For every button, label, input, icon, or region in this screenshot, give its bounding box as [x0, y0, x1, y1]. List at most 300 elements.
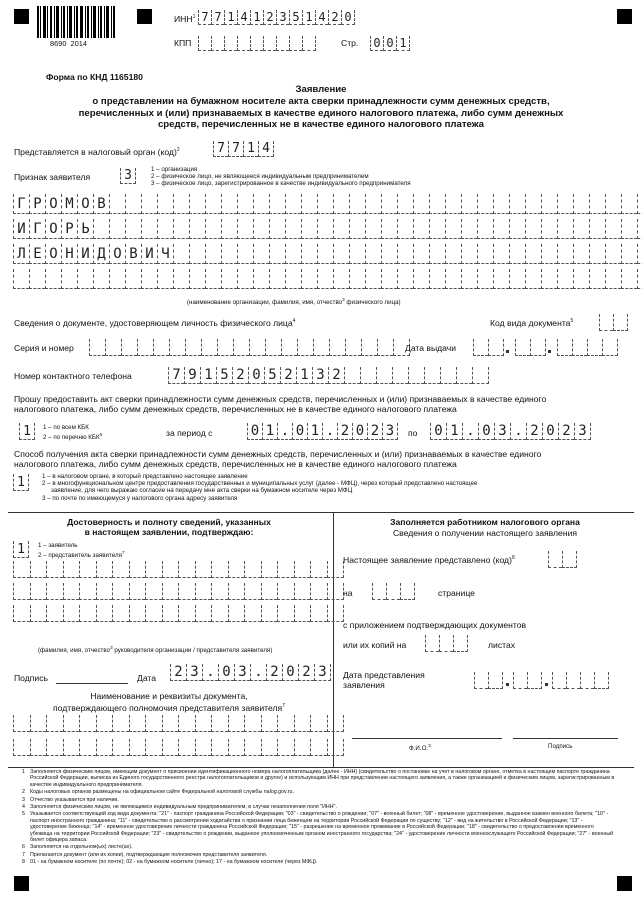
char-cell: 3: [312, 367, 328, 384]
char-cell: Г: [29, 219, 45, 239]
char-cell: [493, 194, 509, 214]
footnote: [22, 859, 615, 866]
char-cell: [109, 269, 125, 289]
char-cell: [228, 715, 245, 732]
char-cell: [381, 219, 397, 239]
char-cell: [250, 36, 263, 51]
date-from-field[interactable]: [247, 423, 398, 440]
authority-doc-line-2[interactable]: [13, 739, 344, 756]
char-cell: [178, 561, 195, 578]
char-cell: О: [45, 219, 61, 239]
char-cell: [573, 219, 589, 239]
char-cell: [589, 269, 605, 289]
char-cell: [301, 219, 317, 239]
char-cell: [360, 367, 376, 384]
char-cell: 9: [184, 367, 200, 384]
submission-date-dot-1: [506, 683, 509, 686]
char-cell: [493, 269, 509, 289]
name-line-2[interactable]: [13, 219, 642, 239]
char-cell: [145, 583, 162, 600]
char-cell: [566, 672, 580, 689]
char-cell: [541, 194, 557, 214]
char-cell: [13, 715, 30, 732]
submission-date-dot-2: [545, 683, 548, 686]
char-cell: [461, 269, 477, 289]
char-cell: 2: [298, 664, 314, 681]
char-cell: [333, 244, 349, 264]
char-cell: [541, 219, 557, 239]
char-cell: 4: [258, 141, 274, 157]
char-cell: [46, 561, 63, 578]
char-cell: [178, 605, 195, 622]
char-cell: [265, 339, 281, 356]
char-cell: 0: [383, 36, 396, 51]
char-cell: 2: [367, 423, 382, 440]
char-cell: [440, 367, 456, 384]
char-cell: [477, 194, 493, 214]
signer-name-line-3[interactable]: [13, 605, 344, 622]
char-cell: [269, 219, 285, 239]
char-cell: [269, 194, 285, 214]
char-cell: 3: [494, 423, 510, 440]
char-cell: Л: [13, 244, 29, 264]
char-cell: 2: [558, 423, 574, 440]
phone-field[interactable]: [168, 367, 489, 384]
footnote: [22, 844, 615, 851]
char-cell: Г: [13, 194, 29, 214]
char-cell: 2: [263, 10, 276, 25]
char-cell: [96, 605, 113, 622]
char-cell: [13, 269, 29, 289]
char-cell: [129, 561, 146, 578]
char-cell: [105, 339, 121, 356]
footnote-number: 2: [22, 789, 25, 796]
char-cell: 0: [478, 423, 494, 440]
char-cell: [372, 583, 386, 600]
submitted-code-field[interactable]: [548, 551, 577, 568]
char-cell: [125, 269, 141, 289]
char-cell: [425, 635, 439, 652]
char-cell: [329, 339, 345, 356]
char-cell: [173, 244, 189, 264]
corner-marker-top-left: [14, 9, 29, 24]
officer-fio-line[interactable]: [352, 738, 502, 739]
corner-marker-top-right: [617, 9, 632, 24]
char-cell: [509, 194, 525, 214]
char-cell: [244, 739, 261, 756]
series-number-label: Серия и номер: [14, 343, 74, 353]
char-cell: [557, 339, 572, 356]
char-cell: [302, 36, 316, 51]
char-cell: [474, 672, 488, 689]
series-number-field[interactable]: [89, 339, 410, 356]
footnote-text: Прилагаются документ (или их копии), подтверждающие полномочия представителя заявителя.: [30, 851, 268, 858]
char-cell: [344, 367, 360, 384]
issue-day-field[interactable]: [473, 339, 504, 356]
char-cell: [162, 715, 179, 732]
char-cell: 7: [168, 367, 184, 384]
char-cell: [333, 219, 349, 239]
char-cell: [349, 244, 365, 264]
char-cell: [613, 314, 628, 331]
char-cell: [277, 583, 294, 600]
char-cell: [195, 605, 212, 622]
char-cell: 3: [120, 168, 136, 184]
kpp-label: КПП: [174, 38, 192, 48]
footnote-divider: [8, 767, 634, 768]
char-cell: [63, 739, 80, 756]
char-cell: [345, 339, 361, 356]
signature-line[interactable]: [56, 683, 128, 684]
char-cell: [525, 269, 541, 289]
barcode-number: 8690 2014: [50, 39, 87, 48]
method-field[interactable]: [13, 474, 29, 491]
char-cell: [277, 739, 294, 756]
char-cell: [573, 194, 589, 214]
char-cell: .: [322, 423, 337, 440]
char-cell: [294, 605, 311, 622]
char-cell: [173, 269, 189, 289]
char-cell: [145, 715, 162, 732]
char-cell: [253, 219, 269, 239]
char-cell: [453, 635, 468, 652]
char-cell: [294, 561, 311, 578]
submission-month-field[interactable]: [513, 672, 542, 689]
char-cell: [289, 36, 302, 51]
page-number-field[interactable]: [370, 36, 410, 51]
char-cell: [237, 244, 253, 264]
char-cell: [46, 715, 63, 732]
sign-date-label: Дата: [137, 673, 157, 683]
char-cell: [285, 194, 301, 214]
char-cell: [112, 715, 129, 732]
char-cell: [30, 561, 47, 578]
signature-label: Подпись: [14, 673, 49, 683]
issue-date-label: Дата выдачи: [405, 343, 457, 353]
char-cell: [189, 244, 205, 264]
char-cell: 3: [186, 664, 202, 681]
char-cell: [456, 367, 472, 384]
footnote: [22, 851, 615, 858]
char-cell: [599, 314, 613, 331]
char-cell: [473, 339, 488, 356]
char-cell: [79, 605, 96, 622]
char-cell: [169, 339, 185, 356]
char-cell: [211, 739, 228, 756]
doc-code-field[interactable]: [599, 314, 628, 331]
inn-field[interactable]: [198, 10, 355, 25]
char-cell: [327, 605, 345, 622]
char-cell: [317, 269, 333, 289]
char-cell: [141, 219, 157, 239]
char-cell: [253, 269, 269, 289]
char-cell: [145, 739, 162, 756]
char-cell: [461, 194, 477, 214]
char-cell: [621, 244, 637, 264]
char-cell: [294, 583, 311, 600]
char-cell: [195, 583, 212, 600]
char-cell: [327, 739, 345, 756]
char-cell: [530, 339, 546, 356]
char-cell: 5: [289, 10, 302, 25]
to-label: по: [408, 428, 418, 438]
char-cell: .: [202, 664, 218, 681]
char-cell: [205, 269, 221, 289]
kbk-type-field[interactable]: [19, 423, 35, 440]
char-cell: [392, 367, 408, 384]
char-cell: 2: [232, 367, 248, 384]
char-cell: [424, 367, 440, 384]
char-cell: [509, 269, 525, 289]
char-cell: 3: [234, 664, 250, 681]
char-cell: [129, 605, 146, 622]
submission-day-field[interactable]: [474, 672, 503, 689]
char-cell: 2: [337, 423, 352, 440]
char-cell: [605, 244, 621, 264]
footnote-text: Заполняется физическим лицом, имеющим документ о присвоении идентификационного номера налогоплательщика (далее - ИНН) (свидетельство о постановке на учет в налоговом органе, отметка в настоящем паспорте гражданина Российской Федерации, выписка из Единого государственного реестра налогоплательщиков и другое) и использующим ИНН при представлении настоящего заявления, а также организацией и физическим лицом, зарегистрированным в качестве индивидуального предпринимателя.: [30, 769, 615, 788]
char-cell: И: [13, 219, 29, 239]
doc-code-label: Код вида документа$^5$: [490, 317, 574, 328]
char-cell: 5: [216, 367, 232, 384]
authority-doc-line-1[interactable]: [13, 715, 344, 732]
char-cell: [89, 339, 105, 356]
char-cell: 4: [315, 10, 328, 25]
char-cell: [224, 36, 237, 51]
officer-fio-caption: Ф.И.О.$^3$: [409, 743, 431, 753]
char-cell: [525, 244, 541, 264]
char-cell: [63, 715, 80, 732]
footnote-text: Заполняется физическим лицом, не являющимся индивидуальным предпринимателем, в случае незаполнения поля "ИНН".: [30, 804, 337, 811]
char-cell: [77, 269, 93, 289]
char-cell: [211, 605, 228, 622]
char-cell: [310, 715, 327, 732]
char-cell: [261, 715, 278, 732]
char-cell: [46, 583, 63, 600]
char-cell: 1: [200, 367, 216, 384]
char-cell: [244, 583, 261, 600]
applicant-label: Признак заявителя: [14, 172, 91, 182]
char-cell: [63, 605, 80, 622]
submitted-code-label: Настоящее заявление представлено (код)$^8$: [343, 554, 515, 565]
char-cell: [317, 194, 333, 214]
method-options: 1 – в налоговом органе, в который представлено настоящее заявление 2 – в многофункциональном центре предоставления государственных и муниципальных услуг (далее - МФЦ), через который представлено настоящее заявление, для чего выражаю согласие на передачу мне акта сверки на бумажном носителе через МФЦ 3 – по почте по имеющемуся у налогового органа адресу заявителя: [42, 473, 478, 502]
char-cell: [162, 583, 179, 600]
footnote-number: 8: [22, 859, 25, 866]
char-cell: [162, 739, 179, 756]
char-cell: [178, 715, 195, 732]
submission-date-label: Дата представления заявления: [343, 670, 425, 690]
char-cell: 0: [247, 423, 262, 440]
char-cell: Р: [61, 219, 77, 239]
char-cell: [129, 583, 146, 600]
char-cell: 1: [13, 474, 29, 491]
char-cell: 3: [382, 423, 398, 440]
char-cell: [253, 194, 269, 214]
char-cell: [397, 244, 413, 264]
char-cell: М: [61, 194, 77, 214]
signer-options: 1 – заявитель 2 – представитель заявителя$^7$: [38, 542, 125, 560]
char-cell: [109, 219, 125, 239]
officer-sign-line[interactable]: [513, 738, 618, 739]
footnote-number: 6: [22, 844, 25, 851]
applicant-type-field[interactable]: [120, 168, 136, 184]
tax-authority-code-field[interactable]: [213, 141, 274, 157]
char-cell: О: [109, 244, 125, 264]
char-cell: [46, 739, 63, 756]
char-cell: [548, 551, 562, 568]
request-text: Прошу предоставить акт сверки принадлежности сумм денежных средств, перечисленных и (или) признаваемых в качестве единого налогового платежа, либо сумм денежных средств, перечисленных не в качестве единого налогового платежа: [14, 394, 547, 414]
char-cell: [221, 269, 237, 289]
copies-sheets-field[interactable]: [425, 635, 468, 652]
footnote-text: Коды налоговых органов размещены на официальном сайте Федеральной налоговой службы nalog.gov.ru.: [30, 789, 294, 796]
char-cell: [61, 269, 77, 289]
char-cell: [237, 219, 253, 239]
char-cell: [228, 583, 245, 600]
char-cell: 3: [314, 664, 331, 681]
char-cell: [397, 219, 413, 239]
char-cell: [327, 561, 345, 578]
char-cell: [285, 244, 301, 264]
char-cell: [381, 194, 397, 214]
char-cell: [205, 219, 221, 239]
footnote-number: 3: [22, 796, 25, 803]
signer-type-field[interactable]: [13, 541, 29, 558]
char-cell: [96, 739, 113, 756]
signer-name-line-1[interactable]: [13, 561, 344, 578]
char-cell: О: [77, 194, 93, 214]
char-cell: [637, 219, 642, 239]
phone-label: Номер контактного телефона: [14, 371, 132, 381]
char-cell: [261, 583, 278, 600]
char-cell: [195, 561, 212, 578]
char-cell: 0: [341, 10, 355, 25]
char-cell: [472, 367, 489, 384]
char-cell: [310, 583, 327, 600]
issue-month-field[interactable]: [515, 339, 546, 356]
char-cell: Е: [29, 244, 45, 264]
char-cell: [157, 269, 173, 289]
char-cell: [621, 269, 637, 289]
char-cell: [408, 367, 424, 384]
char-cell: Ь: [77, 219, 93, 239]
char-cell: [349, 194, 365, 214]
char-cell: [301, 194, 317, 214]
char-cell: [333, 194, 349, 214]
name-caption: (наименование организации, фамилия, имя, отчество$^3$ физического лица): [187, 297, 401, 307]
char-cell: [602, 339, 618, 356]
officer-sign-caption: Подпись: [548, 743, 573, 750]
char-cell: [397, 269, 413, 289]
char-cell: [195, 739, 212, 756]
char-cell: [185, 339, 201, 356]
char-cell: [195, 715, 212, 732]
issue-year-field[interactable]: [557, 339, 618, 356]
char-cell: [365, 194, 381, 214]
sign-date-field[interactable]: [170, 664, 331, 681]
char-cell: [63, 561, 80, 578]
period-label: за период с: [166, 428, 213, 438]
kpp-field[interactable]: [198, 36, 316, 51]
char-cell: 1: [446, 423, 462, 440]
char-cell: 4: [237, 10, 250, 25]
char-cell: [580, 672, 594, 689]
char-cell: [525, 219, 541, 239]
name-line-1[interactable]: [13, 194, 642, 214]
char-cell: О: [45, 194, 61, 214]
char-cell: [141, 269, 157, 289]
char-cell: 0: [248, 367, 264, 384]
char-cell: [162, 561, 179, 578]
char-cell: [429, 269, 445, 289]
char-cell: [121, 339, 137, 356]
char-cell: 1: [224, 10, 237, 25]
char-cell: [263, 36, 276, 51]
char-cell: 3: [276, 10, 289, 25]
attachments-label: с приложением подтверждающих документов: [343, 620, 527, 630]
name-line-4[interactable]: [13, 269, 642, 289]
char-cell: [515, 339, 530, 356]
char-cell: [233, 339, 249, 356]
char-cell: [386, 583, 400, 600]
page-label: Стр.: [341, 38, 359, 48]
date-to-field[interactable]: [430, 423, 591, 440]
copies-label: или их копий на: [343, 640, 407, 650]
char-cell: [313, 339, 329, 356]
char-cell: [145, 561, 162, 578]
char-cell: [93, 269, 109, 289]
tax-authority-label: Представляется в налоговый орган (код)$^2$: [14, 146, 180, 157]
char-cell: .: [510, 423, 526, 440]
char-cell: [228, 605, 245, 622]
char-cell: [477, 244, 493, 264]
name-line-3[interactable]: [13, 244, 642, 264]
char-cell: [429, 219, 445, 239]
char-cell: 1: [396, 36, 410, 51]
char-cell: [557, 194, 573, 214]
char-cell: [137, 339, 153, 356]
char-cell: [112, 561, 129, 578]
pages-count-field[interactable]: [372, 583, 415, 600]
char-cell: [211, 561, 228, 578]
char-cell: 7: [211, 10, 224, 25]
char-cell: В: [125, 244, 141, 264]
char-cell: 7: [198, 10, 211, 25]
char-cell: 1: [13, 541, 29, 558]
char-cell: [605, 194, 621, 214]
submission-year-field[interactable]: [552, 672, 609, 689]
char-cell: [79, 583, 96, 600]
char-cell: [488, 672, 503, 689]
char-cell: 1: [19, 423, 35, 440]
char-cell: .: [277, 423, 292, 440]
char-cell: [541, 269, 557, 289]
char-cell: [445, 269, 461, 289]
corner-marker-top-mid: [137, 9, 152, 24]
issue-date-dot-1: [506, 350, 509, 353]
footnote: [22, 796, 615, 803]
tax-office-title: Заполняется работником налогового органа: [390, 517, 580, 527]
char-cell: 1: [307, 423, 322, 440]
char-cell: [244, 561, 261, 578]
footnote: [22, 789, 615, 796]
char-cell: [605, 269, 621, 289]
char-cell: [269, 244, 285, 264]
footnote-number: 4: [22, 804, 25, 811]
char-cell: [297, 339, 313, 356]
char-cell: [327, 583, 345, 600]
signer-name-line-2[interactable]: [13, 583, 344, 600]
char-cell: [13, 605, 30, 622]
